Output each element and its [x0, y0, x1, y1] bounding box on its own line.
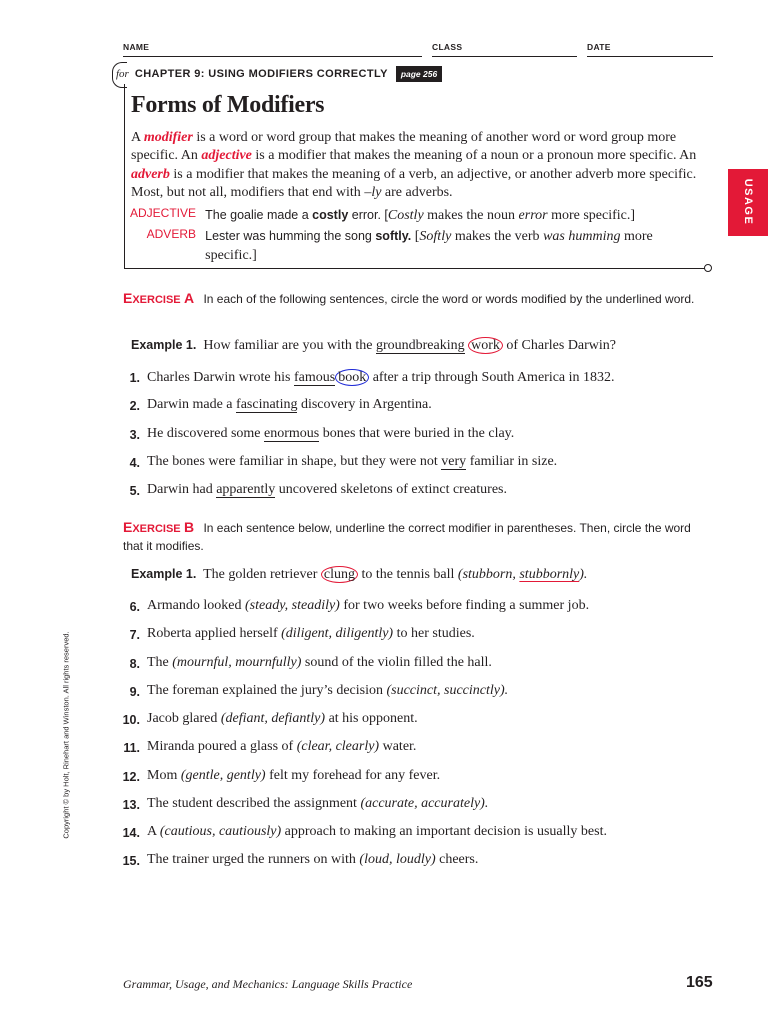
banner-page-ref: page 256: [396, 66, 442, 82]
exercise-a-item-4[interactable]: The bones were familiar in shape, but they were not very familiar in size.: [147, 454, 558, 469]
modifier-choices: (gentle, gently): [180, 768, 266, 783]
lesson-intro: A modifier is a word or word group that makes the meaning of another word or word group more specific. An adjective is a modifier that makes the meaning of a noun or a pronoun more specific. An adverb is a modifier that makes the meaning of a verb, an adjective, or another adverb more specific. Most, but not all, modifiers that end with –ly are adverbs.: [131, 130, 697, 200]
term-adverb: adverb: [131, 166, 170, 182]
exercise-a-item-2[interactable]: Darwin made a fascinating discovery in Argentina.: [147, 397, 432, 412]
item-number: 7.: [129, 628, 140, 642]
item-number: 11.: [123, 741, 140, 755]
exercise-b-item-10[interactable]: Jacob glared (defiant, defiantly) at his opponent.: [147, 711, 418, 726]
banner-for: for: [116, 68, 129, 80]
modifier-choices: (defiant, defiantly): [220, 711, 326, 726]
modifier-choices: (steady, steadily): [244, 598, 340, 613]
usage-tab-label: USAGE: [742, 178, 754, 226]
exercise-b-example: Example 1. The golden retriever clung to the tennis ball (stubborn, stubbornly).: [131, 567, 588, 582]
exercise-a-header: EXERCISE A In each of the following sentences, circle the word or words modified by the underlined word.: [123, 290, 695, 306]
adverb-example: ADVERB Lester was humming the song softly. [Softly makes the verb was humming more specific.]: [130, 227, 705, 265]
adverb-label: ADVERB: [146, 227, 196, 241]
item-number: 14.: [122, 826, 140, 840]
modifier-choices: (clear, clearly): [296, 739, 380, 754]
class-label: CLASS: [432, 42, 463, 52]
modifier-choices: (diligent, diligently): [281, 626, 394, 641]
chapter-banner: [116, 64, 442, 84]
exercise-a-instructions: In each of the following sentences, circle the word or words modified by the underlined word.: [203, 292, 695, 306]
name-line[interactable]: [123, 56, 422, 57]
exercise-b-item-15[interactable]: The trainer urged the runners on with (loud, loudly) cheers.: [147, 852, 479, 867]
underlined-answer: stubbornly: [519, 567, 580, 582]
class-line[interactable]: [432, 56, 577, 57]
name-label: NAME: [123, 42, 150, 52]
modifier-choices: (loud, loudly): [359, 852, 436, 867]
lesson-box-endcap: [704, 264, 712, 272]
exercise-a-item-1[interactable]: Charles Darwin wrote his famous book after a trip through South America in 1832.: [147, 370, 615, 385]
date-label: DATE: [587, 42, 611, 52]
exercise-b-item-8[interactable]: The (mournful, mournfully) sound of the violin filled the hall.: [147, 655, 492, 670]
modifier-choices: (succinct, succinctly).: [386, 683, 509, 698]
modifier-choices: (accurate, accurately).: [360, 796, 489, 811]
circled-answer: book: [335, 369, 369, 386]
exercise-a-item-3[interactable]: He discovered some enormous bones that were buried in the clay.: [147, 426, 515, 441]
copyright-notice: Copyright © by Holt, Rinehart and Winston. All rights reserved.: [61, 631, 71, 839]
item-number: 12.: [122, 770, 140, 784]
exercise-b-instructions: In each sentence below, underline the correct modifier in parentheses. Then, circle the word that it modifies.: [123, 521, 691, 553]
exercise-b-item-11[interactable]: Miranda poured a glass of (clear, clearly) water.: [147, 739, 417, 754]
exercise-b-item-12[interactable]: Mom (gentle, gently) felt my forehead for any fever.: [147, 768, 441, 783]
exercise-b-item-7[interactable]: Roberta applied herself (diligent, diligently) to her studies.: [147, 626, 475, 641]
adjective-example: ADJECTIVE The goalie made a costly error. [Costly makes the noun error more specific.]: [130, 206, 636, 223]
page-title: Forms of Modifiers: [131, 92, 325, 118]
adjective-label: ADJECTIVE: [130, 206, 197, 220]
lesson-box-left: [124, 84, 125, 268]
item-number: 8.: [129, 657, 140, 671]
item-number: 9.: [129, 685, 140, 699]
term-adjective: adjective: [201, 148, 252, 164]
item-number: 13.: [122, 798, 140, 812]
term-modifier: modifier: [143, 130, 193, 145]
exercise-b-item-14[interactable]: A (cautious, cautiously) approach to making an important decision is usually best.: [147, 824, 607, 839]
item-number: 6.: [129, 600, 140, 614]
circled-word: work: [468, 337, 503, 354]
modifier-choices: (mournful, mournfully): [172, 655, 302, 670]
exercise-b-item-9[interactable]: The foreman explained the jury’s decision (succinct, succinctly).: [147, 683, 509, 698]
circled-word: clung: [321, 566, 358, 583]
exercise-b-item-13[interactable]: The student described the assignment (accurate, accurately).: [147, 796, 489, 811]
exercise-a-item-5[interactable]: Darwin had apparently uncovered skeletons of extinct creatures.: [147, 482, 507, 497]
item-number: 15.: [122, 854, 140, 868]
exercise-b-header: EXERCISE B In each sentence below, underline the correct modifier in parentheses. Then, circle the word that it modifies.: [123, 519, 691, 553]
item-number: 10.: [122, 713, 140, 727]
date-line[interactable]: [587, 56, 713, 57]
footer-book-title: Grammar, Usage, and Mechanics: Language Skills Practice: [123, 977, 413, 991]
modifier-choices: (cautious, cautiously): [159, 824, 282, 839]
exercise-a-example: Example 1. How familiar are you with the groundbreaking work of Charles Darwin?: [131, 338, 617, 353]
lesson-box-bottom: [124, 268, 705, 269]
banner-chapter: CHAPTER 9: USING MODIFIERS CORRECTLY: [134, 68, 388, 80]
exercise-b-item-6[interactable]: Armando looked (steady, steadily) for two weeks before finding a summer job.: [147, 598, 590, 613]
page-number: 165: [686, 974, 713, 991]
